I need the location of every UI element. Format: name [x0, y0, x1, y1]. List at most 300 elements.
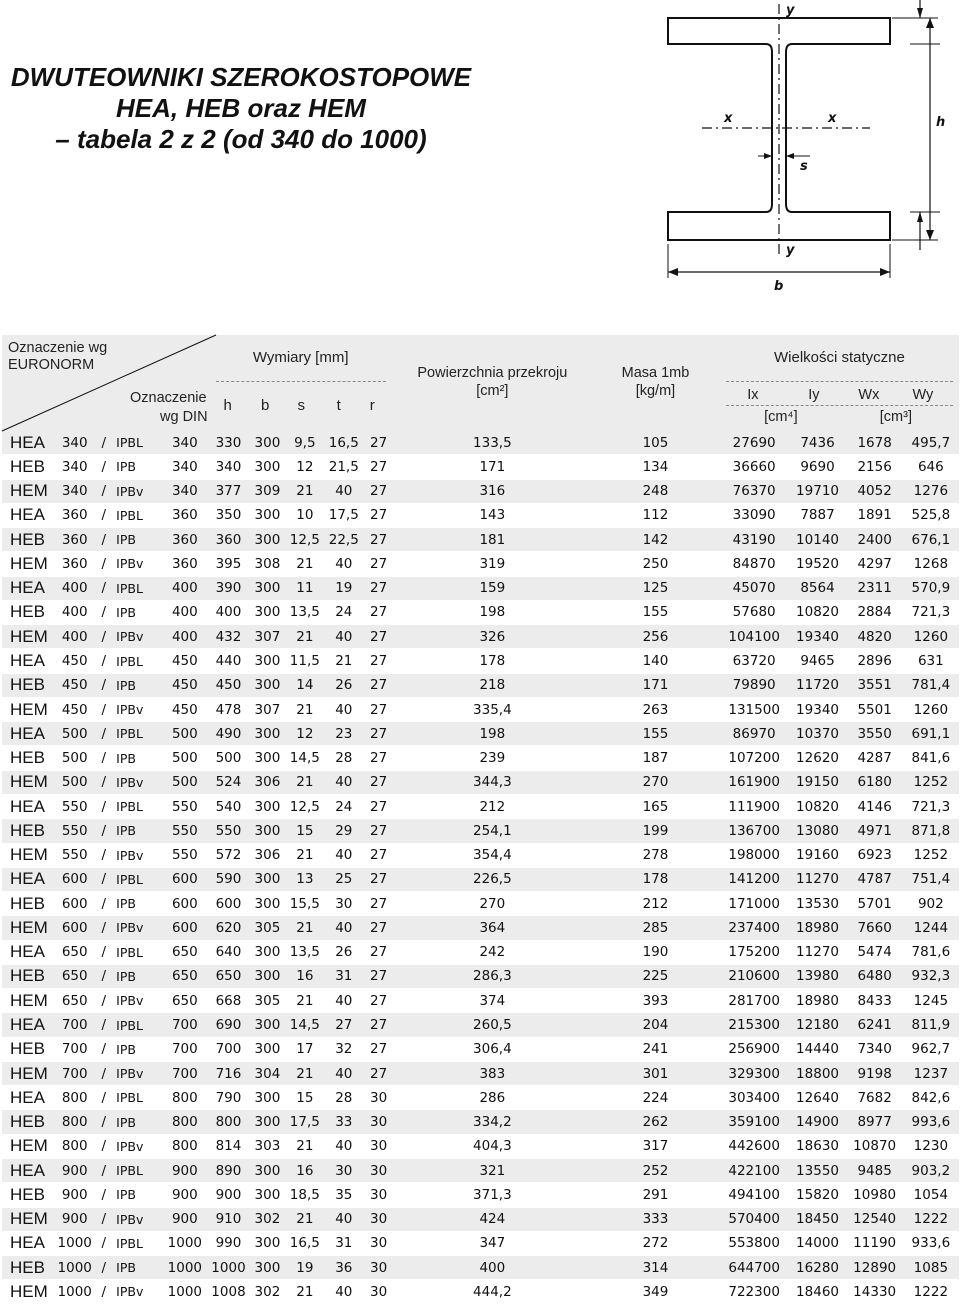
cell-ix: 104100 [720, 625, 789, 649]
cell-wx: 3550 [847, 722, 903, 746]
cell-t: 40 [324, 1280, 363, 1304]
table-row [2, 770, 959, 794]
cell-din_size: 450 [162, 649, 208, 673]
cell-din: IPB [114, 1183, 162, 1207]
cell-wy: 1054 [903, 1183, 959, 1207]
cell-size: 500 [56, 746, 93, 770]
cell-wx: 6923 [847, 843, 903, 867]
cell-r: 30 [364, 1086, 394, 1110]
cell-r: 30 [364, 1110, 394, 1134]
cell-b: 300 [249, 794, 285, 818]
cell-s: 21 [286, 479, 324, 503]
cell-din: IPB [114, 892, 162, 916]
cell-wx: 7682 [847, 1086, 903, 1110]
cell-h: 432 [208, 625, 250, 649]
table-row [2, 892, 959, 916]
cell-s: 13,5 [286, 600, 324, 624]
cell-size: 500 [56, 770, 93, 794]
cell-sep: / [93, 1256, 114, 1280]
cell-sep: / [93, 722, 114, 746]
cell-wx: 1678 [847, 431, 903, 455]
cell-r: 27 [364, 431, 394, 455]
table-row [2, 989, 959, 1013]
cell-s: 9,5 [286, 431, 324, 455]
cell-wx: 2400 [847, 528, 903, 552]
cell-mass: 248 [591, 479, 720, 503]
cell-wx: 12540 [847, 1207, 903, 1231]
cell-b: 300 [249, 867, 285, 891]
cell-iy: 14440 [788, 1037, 846, 1061]
cell-iy: 13550 [788, 1158, 846, 1182]
cell-typ: HEB [2, 673, 56, 697]
cell-wx: 4820 [847, 625, 903, 649]
cell-typ: HEM [2, 1280, 56, 1304]
cell-din: IPBv [114, 843, 162, 867]
cell-sep: / [93, 503, 114, 527]
cell-din_size: 340 [162, 479, 208, 503]
col-r-label: r [369, 397, 375, 414]
cell-h: 340 [208, 455, 250, 479]
cell-t: 40 [324, 1061, 363, 1085]
cell-sep: / [93, 1013, 114, 1037]
cell-h: 490 [208, 722, 250, 746]
cell-h: 1008 [208, 1280, 250, 1304]
cell-wy: 1237 [903, 1061, 959, 1085]
cell-b: 300 [249, 940, 285, 964]
table-row [2, 722, 959, 746]
cell-ix: 494100 [720, 1183, 789, 1207]
cell-typ: HEB [2, 1110, 56, 1134]
cell-s: 11,5 [286, 649, 324, 673]
cell-sep: / [93, 1158, 114, 1182]
cell-din_size: 800 [162, 1086, 208, 1110]
cell-typ: HEA [2, 1231, 56, 1255]
cell-h: 800 [208, 1110, 250, 1134]
cell-din_size: 650 [162, 989, 208, 1013]
cell-size: 800 [56, 1134, 93, 1158]
cell-b: 300 [249, 1183, 285, 1207]
cell-t: 25 [324, 867, 363, 891]
cell-wy: 902 [903, 892, 959, 916]
cell-s: 15 [286, 819, 324, 843]
page-title [6, 62, 476, 155]
cell-ix: 57680 [720, 600, 789, 624]
cell-size: 700 [56, 1037, 93, 1061]
cell-din_size: 1000 [162, 1280, 208, 1304]
cell-din: IPB [114, 1110, 162, 1134]
cell-s: 19 [286, 1256, 324, 1280]
cell-h: 330 [208, 431, 250, 455]
cell-din: IPBv [114, 770, 162, 794]
h-label: h [936, 115, 946, 130]
cell-r: 27 [364, 479, 394, 503]
cell-size: 550 [56, 843, 93, 867]
cell-ix: 329300 [720, 1061, 789, 1085]
cell-iy: 12640 [788, 1086, 846, 1110]
cell-h: 716 [208, 1061, 250, 1085]
cell-din_size: 900 [162, 1207, 208, 1231]
cell-din_size: 800 [162, 1134, 208, 1158]
cell-t: 40 [324, 625, 363, 649]
cell-sep: / [93, 1086, 114, 1110]
cell-size: 600 [56, 867, 93, 891]
cell-ix: 45070 [720, 576, 789, 600]
cell-r: 30 [364, 1231, 394, 1255]
table-row [2, 697, 959, 721]
cell-h: 890 [208, 1158, 250, 1182]
cell-ix: 33090 [720, 503, 789, 527]
cell-area: 334,2 [394, 1110, 591, 1134]
cell-area: 404,3 [394, 1134, 591, 1158]
cell-b: 300 [249, 1256, 285, 1280]
cell-t: 40 [324, 552, 363, 576]
cell-h: 400 [208, 600, 250, 624]
cell-wy: 871,8 [903, 819, 959, 843]
cell-size: 600 [56, 916, 93, 940]
cell-size: 340 [56, 455, 93, 479]
table-row [2, 964, 959, 988]
cell-wy: 1252 [903, 843, 959, 867]
cell-typ: HEM [2, 1134, 56, 1158]
cell-wx: 8433 [847, 989, 903, 1013]
cell-s: 16,5 [286, 1231, 324, 1255]
cell-b: 302 [249, 1207, 285, 1231]
cell-ix: 198000 [720, 843, 789, 867]
cell-h: 450 [208, 673, 250, 697]
cell-r: 27 [364, 867, 394, 891]
cell-ix: 359100 [720, 1110, 789, 1134]
cell-typ: HEA [2, 940, 56, 964]
cell-din: IPBv [114, 1134, 162, 1158]
designation-header-graphic [2, 335, 208, 431]
cell-sep: / [93, 600, 114, 624]
cell-wy: 933,6 [903, 1231, 959, 1255]
dimensions-title: Wymiary [mm] [252, 349, 349, 366]
cell-iy: 9690 [788, 455, 846, 479]
cell-din_size: 700 [162, 1013, 208, 1037]
cell-typ: HEM [2, 1207, 56, 1231]
cell-b: 309 [249, 479, 285, 503]
cell-r: 27 [364, 989, 394, 1013]
cell-r: 27 [364, 964, 394, 988]
cell-wx: 6180 [847, 770, 903, 794]
cell-din_size: 400 [162, 625, 208, 649]
table-row [2, 1086, 959, 1110]
cell-area: 178 [394, 649, 591, 673]
cell-area: 260,5 [394, 1013, 591, 1037]
cell-din_size: 800 [162, 1110, 208, 1134]
cell-sep: / [93, 989, 114, 1013]
cell-ix: 722300 [720, 1280, 789, 1304]
cell-h: 478 [208, 697, 250, 721]
cell-mass: 278 [591, 843, 720, 867]
cell-b: 304 [249, 1061, 285, 1085]
cell-h: 350 [208, 503, 250, 527]
table-row [2, 431, 959, 455]
cell-din_size: 500 [162, 770, 208, 794]
cell-t: 21 [324, 649, 363, 673]
cell-din: IPBv [114, 1280, 162, 1304]
cell-wy: 525,8 [903, 503, 959, 527]
cell-iy: 10370 [788, 722, 846, 746]
cell-s: 21 [286, 770, 324, 794]
cell-din: IPBv [114, 479, 162, 503]
cell-wy: 842,6 [903, 1086, 959, 1110]
cell-wx: 11190 [847, 1231, 903, 1255]
cell-size: 900 [56, 1158, 93, 1182]
cell-din: IPBv [114, 1207, 162, 1231]
cell-wx: 9198 [847, 1061, 903, 1085]
cell-h: 790 [208, 1086, 250, 1110]
table-row [2, 552, 959, 576]
din-label-2: wg DIN [160, 409, 208, 425]
cell-typ: HEA [2, 1086, 56, 1110]
cell-b: 300 [249, 600, 285, 624]
mass-header [591, 335, 720, 431]
table-row [2, 649, 959, 673]
cell-wx: 4287 [847, 746, 903, 770]
cell-wy: 1252 [903, 770, 959, 794]
cell-t: 24 [324, 794, 363, 818]
cell-iy: 13980 [788, 964, 846, 988]
cell-din_size: 450 [162, 673, 208, 697]
cell-din: IPBv [114, 625, 162, 649]
cell-r: 27 [364, 1013, 394, 1037]
cell-s: 21 [286, 552, 324, 576]
cell-r: 27 [364, 697, 394, 721]
cell-typ: HEB [2, 819, 56, 843]
table-row [2, 916, 959, 940]
table-row [2, 528, 959, 552]
cell-typ: HEM [2, 552, 56, 576]
cell-r: 27 [364, 455, 394, 479]
cell-din_size: 700 [162, 1037, 208, 1061]
cell-din: IPBv [114, 552, 162, 576]
mass-unit: [kg/m] [635, 383, 676, 399]
cell-t: 30 [324, 1158, 363, 1182]
table-row [2, 625, 959, 649]
cell-size: 1000 [56, 1231, 93, 1255]
cell-iy: 10820 [788, 794, 846, 818]
cell-sep: / [93, 673, 114, 697]
cell-r: 30 [364, 1183, 394, 1207]
cell-area: 364 [394, 916, 591, 940]
cell-typ: HEB [2, 964, 56, 988]
cell-din_size: 400 [162, 600, 208, 624]
cell-h: 900 [208, 1183, 250, 1207]
cell-ix: 141200 [720, 867, 789, 891]
y-bottom-label: y [786, 243, 795, 258]
cell-iy: 13530 [788, 892, 846, 916]
cell-iy: 12620 [788, 746, 846, 770]
cell-t: 28 [324, 1086, 363, 1110]
cell-t: 16,5 [324, 431, 363, 455]
cell-h: 440 [208, 649, 250, 673]
cell-t: 27 [324, 1013, 363, 1037]
cell-wx: 2156 [847, 455, 903, 479]
cell-t: 23 [324, 722, 363, 746]
cell-r: 27 [364, 770, 394, 794]
cell-size: 360 [56, 503, 93, 527]
cell-area: 159 [394, 576, 591, 600]
cell-t: 26 [324, 940, 363, 964]
cell-mass: 125 [591, 576, 720, 600]
cell-size: 450 [56, 697, 93, 721]
cell-din_size: 550 [162, 819, 208, 843]
cell-ix: 136700 [720, 819, 789, 843]
cell-din: IPBL [114, 649, 162, 673]
cell-din_size: 600 [162, 892, 208, 916]
cell-sep: / [93, 1231, 114, 1255]
cell-s: 12 [286, 455, 324, 479]
cell-typ: HEB [2, 600, 56, 624]
euronorm-label-1: Oznaczenie wg [8, 340, 108, 356]
cell-din: IPB [114, 673, 162, 697]
cell-din: IPBv [114, 989, 162, 1013]
cell-mass: 317 [591, 1134, 720, 1158]
cell-s: 21 [286, 1280, 324, 1304]
cell-r: 30 [364, 1256, 394, 1280]
cell-h: 910 [208, 1207, 250, 1231]
cell-typ: HEB [2, 1256, 56, 1280]
cell-r: 27 [364, 576, 394, 600]
col-s-label: s [297, 397, 305, 414]
cell-wx: 2311 [847, 576, 903, 600]
cell-h: 540 [208, 794, 250, 818]
cell-wy: 676,1 [903, 528, 959, 552]
cell-area: 424 [394, 1207, 591, 1231]
cell-wx: 5474 [847, 940, 903, 964]
cell-sep: / [93, 746, 114, 770]
cell-wy: 1260 [903, 697, 959, 721]
table-row [2, 1231, 959, 1255]
cell-wx: 4052 [847, 479, 903, 503]
cell-h: 620 [208, 916, 250, 940]
cell-din: IPBL [114, 1086, 162, 1110]
cell-sep: / [93, 1280, 114, 1304]
cell-mass: 134 [591, 455, 720, 479]
cell-t: 40 [324, 1207, 363, 1231]
cell-b: 300 [249, 1231, 285, 1255]
cell-t: 32 [324, 1037, 363, 1061]
cell-din: IPBv [114, 697, 162, 721]
cell-s: 12 [286, 722, 324, 746]
cell-b: 305 [249, 989, 285, 1013]
cell-h: 590 [208, 867, 250, 891]
cell-s: 17,5 [286, 1110, 324, 1134]
cell-iy: 19340 [788, 697, 846, 721]
cell-area: 254,1 [394, 819, 591, 843]
cell-wx: 12890 [847, 1256, 903, 1280]
area-unit: [cm²] [476, 383, 509, 399]
col-ix-label: Ix [747, 387, 759, 403]
cell-area: 286 [394, 1086, 591, 1110]
cell-mass: 212 [591, 892, 720, 916]
cell-s: 12,5 [286, 794, 324, 818]
cell-r: 30 [364, 1207, 394, 1231]
cell-typ: HEA [2, 503, 56, 527]
cell-wx: 4971 [847, 819, 903, 843]
cell-mass: 272 [591, 1231, 720, 1255]
col-wx-label: Wx [858, 387, 880, 403]
cell-sep: / [93, 1037, 114, 1061]
cell-ix: 256900 [720, 1037, 789, 1061]
cell-din: IPB [114, 964, 162, 988]
title-line-1: DWUTEOWNIKI SZEROKOSTOPOWE [10, 62, 472, 92]
cell-din_size: 550 [162, 843, 208, 867]
cell-h: 700 [208, 1037, 250, 1061]
cell-b: 300 [249, 964, 285, 988]
cell-sep: / [93, 964, 114, 988]
cell-b: 302 [249, 1280, 285, 1304]
cell-s: 21 [286, 916, 324, 940]
table-row [2, 673, 959, 697]
cell-area: 335,4 [394, 697, 591, 721]
table-row [2, 794, 959, 818]
cell-iy: 14900 [788, 1110, 846, 1134]
static-title: Wielkości statyczne [774, 349, 905, 366]
cell-size: 700 [56, 1061, 93, 1085]
cell-t: 31 [324, 964, 363, 988]
cell-sep: / [93, 940, 114, 964]
cell-ix: 442600 [720, 1134, 789, 1158]
cell-din_size: 360 [162, 503, 208, 527]
table-row [2, 1256, 959, 1280]
cell-iy: 19340 [788, 625, 846, 649]
cell-t: 22,5 [324, 528, 363, 552]
cell-iy: 18460 [788, 1280, 846, 1304]
cell-sep: / [93, 867, 114, 891]
cell-din_size: 1000 [162, 1231, 208, 1255]
cell-size: 400 [56, 625, 93, 649]
cell-b: 300 [249, 455, 285, 479]
cell-iy: 7887 [788, 503, 846, 527]
cell-t: 30 [324, 892, 363, 916]
cell-wx: 6241 [847, 1013, 903, 1037]
cell-iy: 9465 [788, 649, 846, 673]
cell-ix: 43190 [720, 528, 789, 552]
table-body [2, 431, 959, 1304]
cell-din_size: 700 [162, 1061, 208, 1085]
cell-t: 40 [324, 697, 363, 721]
cell-wy: 1230 [903, 1134, 959, 1158]
cell-mass: 225 [591, 964, 720, 988]
cell-ix: 161900 [720, 770, 789, 794]
cell-din_size: 650 [162, 940, 208, 964]
cell-din: IPBL [114, 867, 162, 891]
cell-wx: 6480 [847, 964, 903, 988]
cell-ix: 237400 [720, 916, 789, 940]
cell-area: 226,5 [394, 867, 591, 891]
table-row [2, 867, 959, 891]
cell-h: 1000 [208, 1256, 250, 1280]
col-t-label: t [336, 397, 341, 414]
cell-h: 500 [208, 746, 250, 770]
cell-h: 360 [208, 528, 250, 552]
cell-b: 306 [249, 770, 285, 794]
cell-typ: HEM [2, 1061, 56, 1085]
cell-wx: 14330 [847, 1280, 903, 1304]
table-row [2, 600, 959, 624]
title-line-3: – tabela 2 z 2 (od 340 do 1000) [55, 124, 427, 154]
table-row [2, 1134, 959, 1158]
cell-r: 30 [364, 1134, 394, 1158]
cell-size: 650 [56, 964, 93, 988]
cell-wy: 1260 [903, 625, 959, 649]
cell-h: 524 [208, 770, 250, 794]
cell-size: 900 [56, 1207, 93, 1231]
cell-wy: 691,1 [903, 722, 959, 746]
